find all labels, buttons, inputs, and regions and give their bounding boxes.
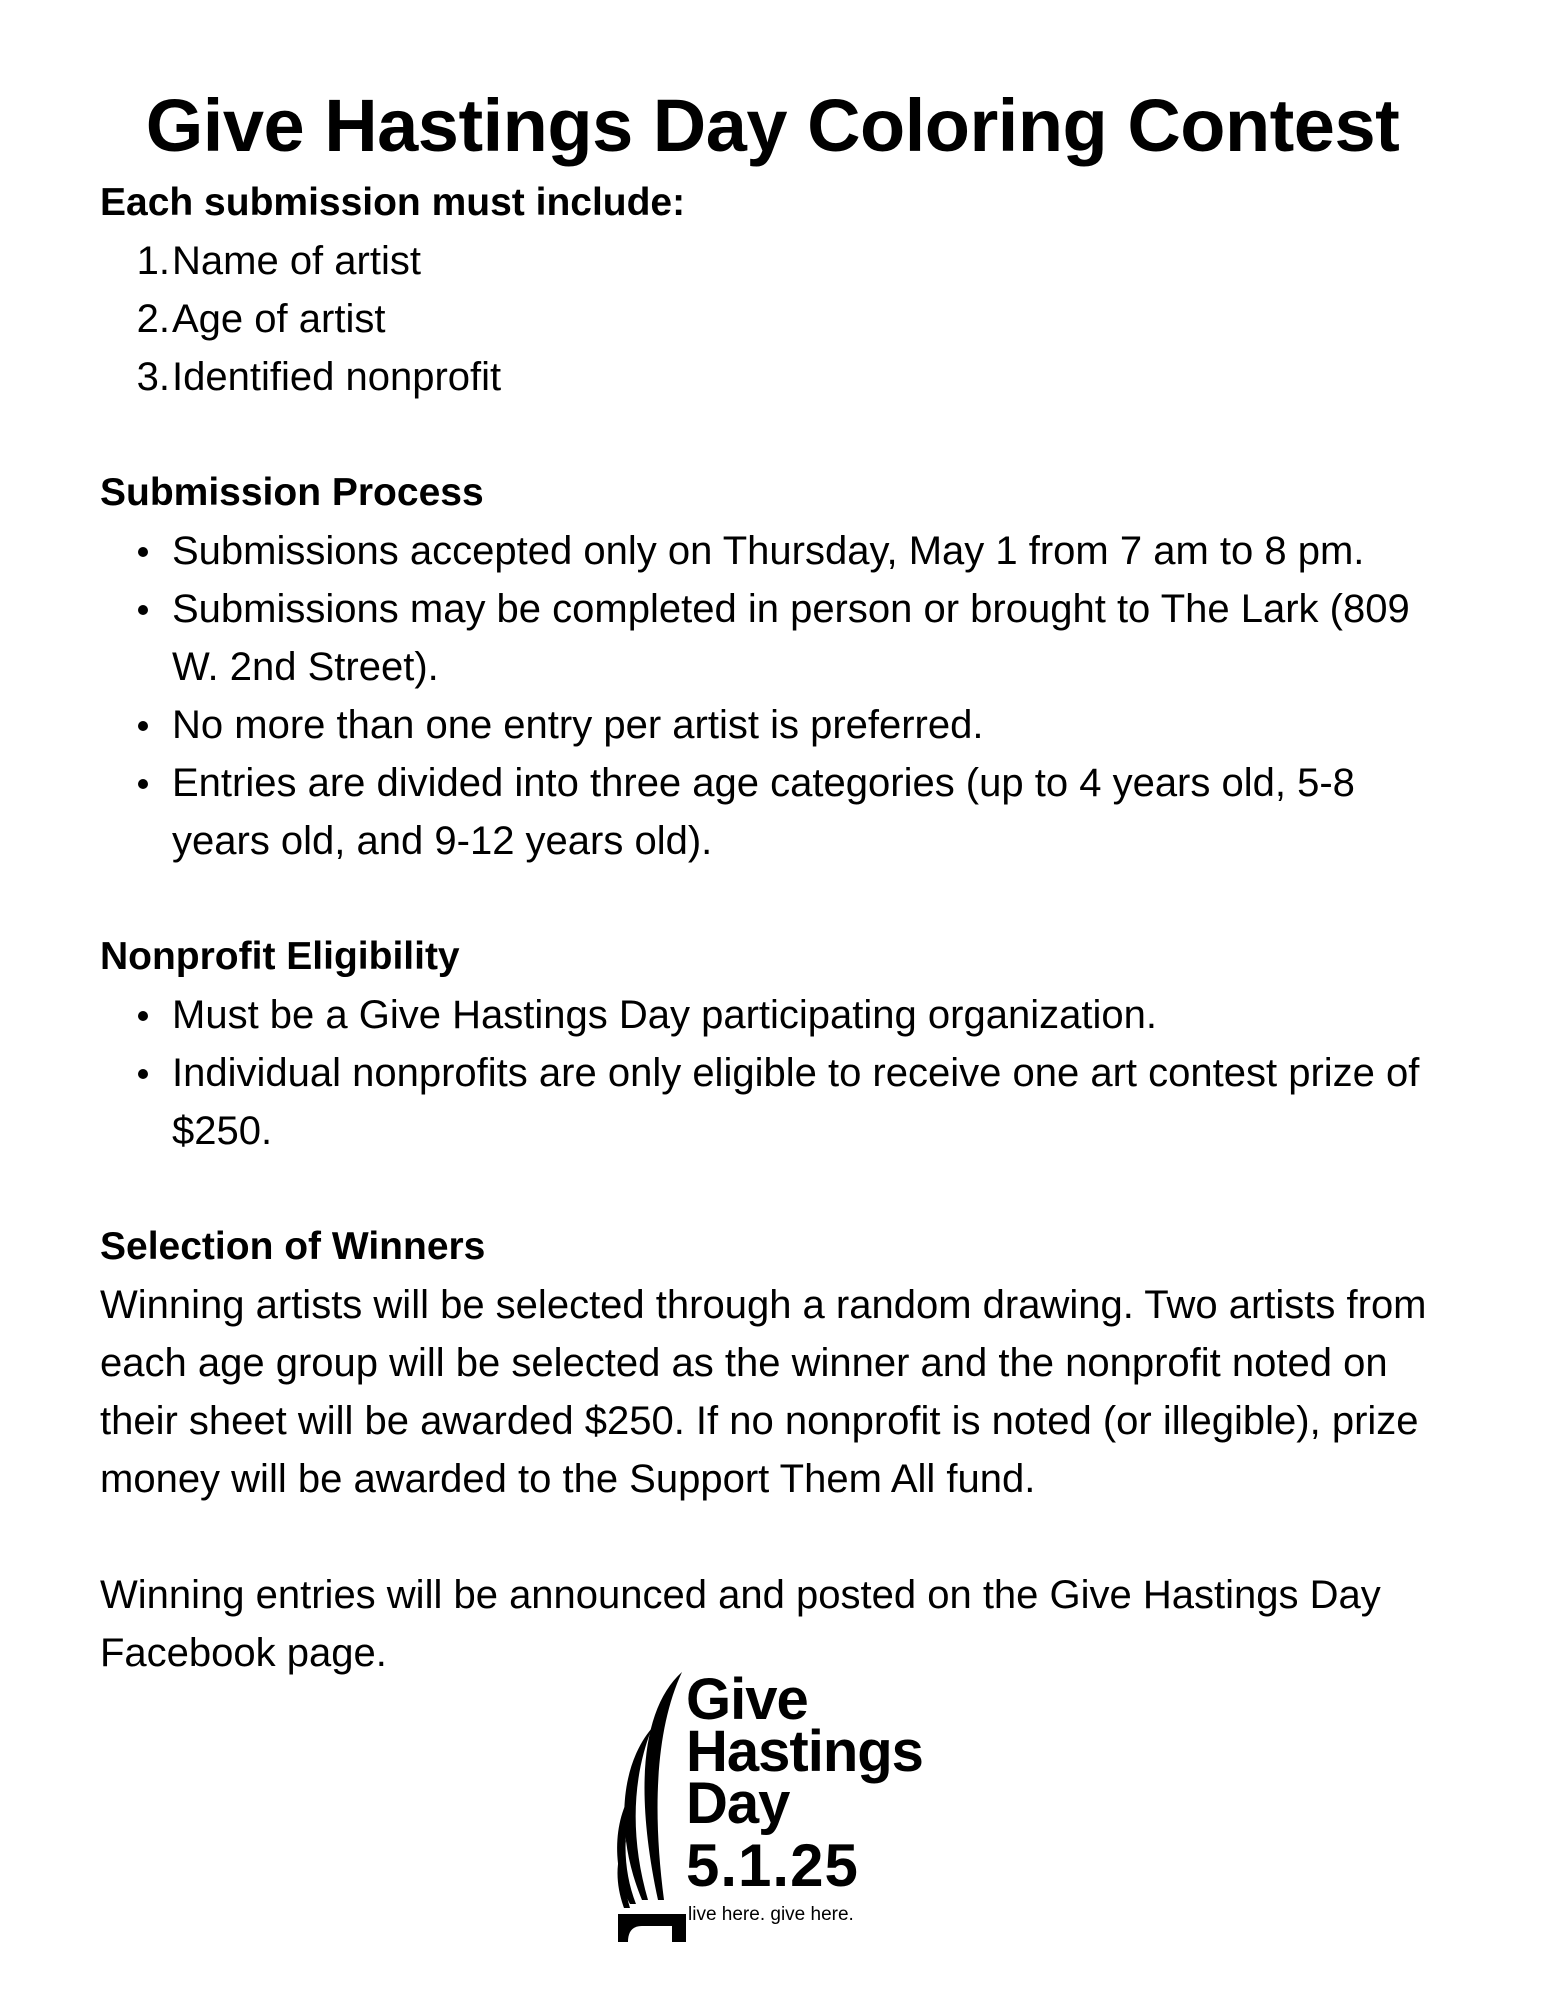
process-section: [100, 464, 1460, 870]
process-heading: Submission Process: [100, 471, 484, 514]
spacer: [100, 406, 1460, 464]
bullet-icon: [138, 1069, 148, 1079]
list-item: [100, 290, 1460, 348]
fountain-icon: [612, 1668, 686, 1958]
list-item-text: Submissions may be completed in person or brought to The Lark (809 W. 2nd Street).: [172, 587, 1410, 689]
winners-paragraph: Winning artists will be selected through a random drawing. Two artists from each age group will be selected as the winner and the nonprofit noted on their sheet will be awarded $250. If no nonprofit is noted (or illegible), prize money will be awarded to the Support Them All fund.: [100, 1283, 1427, 1501]
list-number: 1.: [136, 239, 170, 283]
list-item-text: Age of artist: [172, 297, 386, 341]
requirements-heading: Each submission must include:: [100, 181, 686, 224]
logo-tagline: live here. give here.: [688, 1904, 854, 1925]
list-item-text: Entries are divided into three age categories (up to 4 years old, 5-8 years old, and 9-12 years old).: [172, 761, 1355, 863]
list-item: [100, 986, 1460, 1044]
give-hastings-day-logo: [612, 1668, 952, 1958]
bullet-icon: [138, 779, 148, 789]
list-item: [100, 348, 1460, 406]
eligibility-section: [100, 928, 1460, 1160]
eligibility-list: [100, 986, 1460, 1160]
list-item: [100, 232, 1460, 290]
spacer: [100, 1160, 1460, 1218]
list-number: 2.: [136, 297, 170, 341]
bullet-icon: [138, 605, 148, 615]
spacer: [100, 1508, 1460, 1566]
requirements-section: [100, 174, 1460, 406]
list-item: [100, 754, 1460, 870]
requirements-list: [100, 232, 1460, 406]
list-item-text: No more than one entry per artist is preferred.: [172, 703, 984, 747]
bullet-icon: [138, 1011, 148, 1021]
process-list: [100, 522, 1460, 870]
list-item: [100, 696, 1460, 754]
bullet-icon: [138, 721, 148, 731]
eligibility-heading: Nonprofit Eligibility: [100, 935, 460, 978]
list-number: 3.: [136, 355, 170, 399]
winners-heading: Selection of Winners: [100, 1225, 486, 1268]
flyer-content: [100, 174, 1460, 1682]
logo-line-give: Give: [686, 1667, 808, 1732]
spacer: [100, 870, 1460, 928]
winners-section: [100, 1218, 1460, 1682]
list-item-text: Submissions accepted only on Thursday, May 1 from 7 am to 8 pm.: [172, 529, 1365, 573]
announcement-paragraph: Winning entries will be announced and posted on the Give Hastings Day Facebook page.: [100, 1573, 1381, 1675]
list-item-text: Name of artist: [172, 239, 421, 283]
list-item-text: Identified nonprofit: [172, 355, 502, 399]
list-item-text: Must be a Give Hastings Day participating organization.: [172, 993, 1157, 1037]
list-item-text: Individual nonprofits are only eligible to receive one art contest prize of $250.: [172, 1051, 1420, 1153]
logo-line-day: Day: [686, 1771, 790, 1836]
page-title: Give Hastings Day Coloring Contest: [145, 84, 1400, 167]
list-item: [100, 580, 1460, 696]
bullet-icon: [138, 547, 148, 557]
logo-line-hastings: Hastings: [686, 1719, 923, 1784]
list-item: [100, 522, 1460, 580]
list-item: [100, 1044, 1460, 1160]
logo-date: 5.1.25: [686, 1832, 859, 1899]
